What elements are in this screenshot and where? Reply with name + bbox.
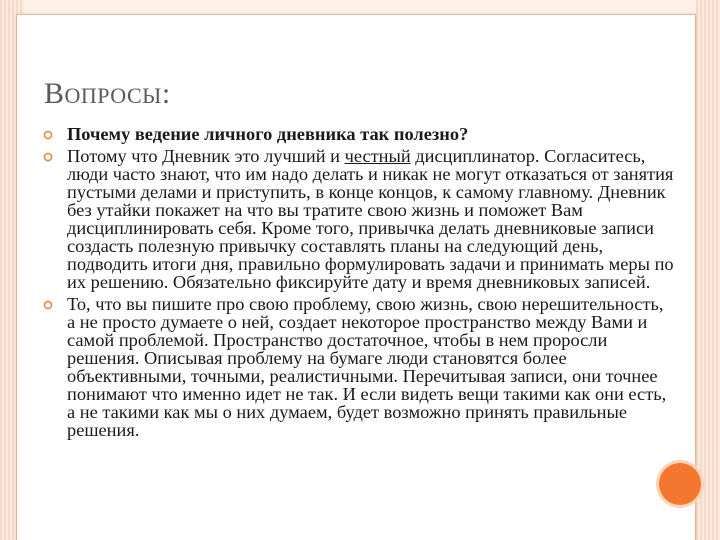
orange-circle-decoration xyxy=(659,463,701,505)
bullet-text-before: Потому что Дневник это лучший и xyxy=(67,146,345,166)
bullet-list xyxy=(43,125,675,443)
bullet-item-answer xyxy=(43,147,675,291)
hollow-circle-bullet-icon xyxy=(43,130,53,140)
hollow-circle-bullet-icon xyxy=(43,300,53,310)
bullet-text: То, что вы пишите про свою проблему, свою жизнь, свою нерешительность, а не просто думаете о ней, создает некоторое пространство между Вами и самой проблемой. Пространство достаточное, чтобы в нем проросли решения. Описывая проблему на бумаге люди становятся более объективными, точными, реалистичными. Перечитывая записи, они точнее понимают что именно идет не так. И если видеть вещи такими как они есть, а не такими как мы о них думаем, будет возможно принять правильные решения. xyxy=(67,294,667,440)
right-stripe-border xyxy=(696,0,720,540)
underlined-word: честный xyxy=(344,146,411,166)
bullet-item-question xyxy=(43,125,675,143)
hollow-circle-bullet-icon xyxy=(43,152,53,162)
bullet-text: Почему ведение личного дневника так полезно? xyxy=(67,124,469,144)
title-colon: : xyxy=(161,77,171,110)
bullet-item-explanation xyxy=(43,295,675,439)
title-small-caps: ОПРОСЫ xyxy=(64,83,162,108)
slide-title xyxy=(44,77,171,111)
slide-panel xyxy=(16,14,696,540)
title-first-letter: В xyxy=(44,77,65,110)
bullet-text-after: дисциплинатор. Согласитесь, люди часто знают, что им надо делать и никак не могут отказаться от занятия пустыми делами и приступить, в конце концов, к самому главному. Дневник без утайки покажет на что вы тратите свою жизнь и поможет Вам дисциплинировать себя. Кроме того, привычка делать дневниковые записи создасть полезную привычку составлять планы на следующий день, подводить итоги дня, правильно формулировать задачи и принимать меры по их решению. Обязательно фиксируйте дату и время дневниковых записей. xyxy=(67,146,674,292)
